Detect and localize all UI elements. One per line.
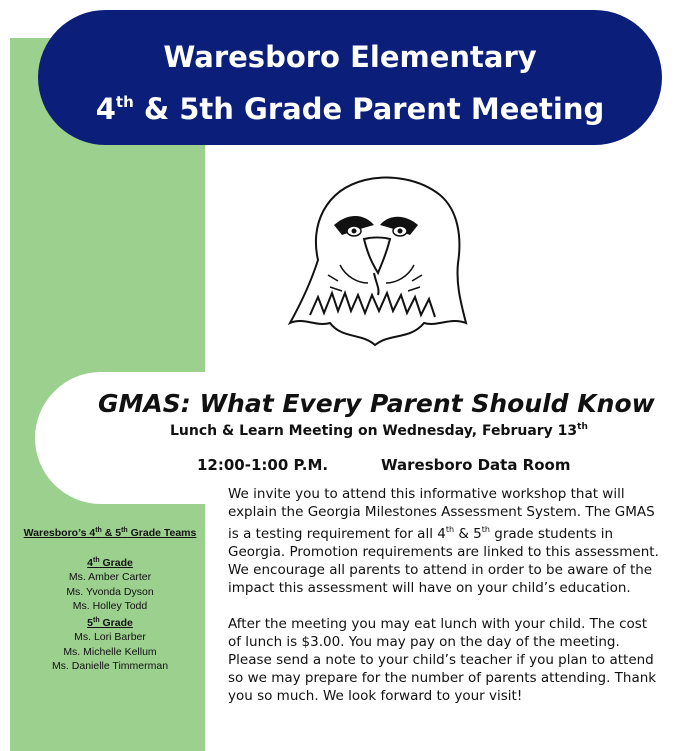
teacher-name: Ms. Holley Todd [72,600,148,612]
teacher-name: Ms. Danielle Timmerman [51,660,169,672]
teacher-name: Ms. Lori Barber [74,631,146,643]
teams-list [20,524,200,674]
meeting-location: Waresboro Data Room [381,456,571,474]
invitation-paragraph-1: We invite you to attend this informative workshop that will explain the Georgia Milestones Assessment System. The GMAS is a testing requirement for all 4th & 5th grade students in Georgia. Promotion requirements are linked to this assessment. We encourage all parents to attend in order to be aware of the impact this assessment will have on your child’s education. [228,486,659,596]
teacher-name: Ms. Amber Carter [68,571,152,583]
grade-4-heading: 4th Grade [87,556,133,569]
invitation-paragraph-2: After the meeting you may eat lunch with your child. The cost of lunch is $3.00. You may pay on the day of the meeting. Please send a note to your child’s teacher if you plan to attend so we may prepare for the number of parents attending. Thank you so much. We look forward to your visit! [228,616,657,704]
header-banner [38,10,662,145]
school-name: Waresboro Elementary [163,40,537,74]
meeting-time: 12:00-1:00 P.M. [197,456,329,474]
meeting-title: 4th & 5th Grade Parent Meeting [95,92,605,126]
grade-5-heading: 5th Grade [87,616,133,629]
gmas-title: GMAS: What Every Parent Should Know [98,389,655,418]
teacher-name: Ms. Michelle Kellum [63,645,157,658]
invitation-body [228,485,660,705]
eagle-mascot-image [270,165,480,350]
meeting-date-line: Lunch & Learn Meeting on Wednesday, February 13th [170,422,588,439]
teacher-name: Ms. Yvonda Dyson [66,585,154,598]
teams-title: Waresboro’s 4th & 5th Grade Teams [23,527,197,539]
